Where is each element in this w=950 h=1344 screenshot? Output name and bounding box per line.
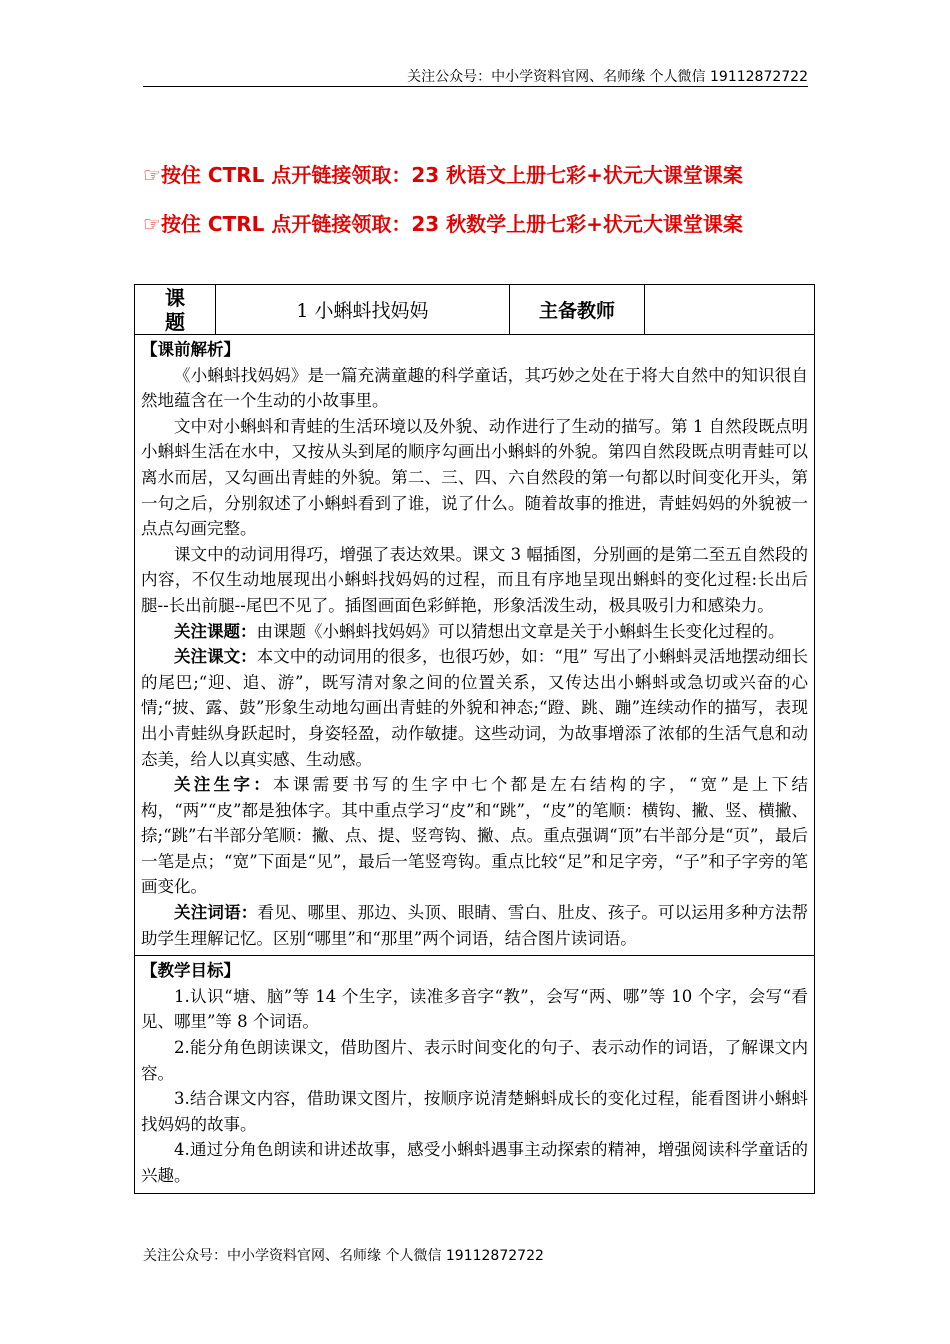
analysis-paragraph: 《小蝌蚪找妈妈》是一篇充满童趣的科学童话，其巧妙之处在于将大自然中的知识很自然地蕴含在一个生动的小故事里。 bbox=[141, 365, 808, 411]
focus-text-paragraph bbox=[141, 644, 808, 772]
focus-text: 本文中的动词用的很多，也很巧妙，如：“甩” 写出了小蝌蚪灵活地摆动细长的尾巴;“迎、追、游”，既写清对象之间的位置关系，又传达出小蝌蚪或急切或兴奋的心情;“披、露、鼓”形象生动地勾画出青蛙的外貌和神态;“蹬、跳、蹦”连续动作的描写，表现出小青蛙纵身跃起时，身姿轻盈，动作敏捷。这些动词，为故事增添了浓郁的生活气息和动态美，给人以真实感、生动感。 bbox=[141, 647, 808, 769]
analysis-paragraph: 文中对小蝌蚪和青蛙的生活环境以及外貌、动作进行了生动的描写。第 1 自然段既点明小蝌蚪生活在水中，又按从头到尾的顺序勾画出小蝌蚪的外貌。第四自然段既点明青蛙可以离水而居，又勾画出青蛙的外貌。第二、三、四、六自然段的第一句都以时间变化开头，第一句之后，分别叙述了小蝌蚪看到了谁，说了什么。随着故事的推进，青蛙妈妈的外貌被一点点勾画完整。 bbox=[141, 416, 808, 539]
promo-link-text: 按住 CTRL 点开链接领取：23 秋语文上册七彩+状元大课堂课案 bbox=[160, 163, 743, 187]
focus-label: 关注词语： bbox=[174, 903, 258, 923]
goal-item: 2.能分角色朗读课文，借助图片、表示时间变化的句子、表示动作的词语，了解课文内容。 bbox=[141, 1038, 808, 1083]
header-divider bbox=[143, 86, 808, 87]
goal-item: 3.结合课文内容，借助课文图片，按顺序说清楚蝌蚪成长的变化过程，能看图讲小蝌蚪找妈妈的故事。 bbox=[141, 1089, 808, 1134]
goals-row bbox=[135, 956, 815, 1193]
analysis-paragraph: 课文中的动词用得巧，增强了表达效果。课文 3 幅插图，分别画的是第二至五自然段的内容，不仅生动地展现出小蝌蚪找妈妈的过程，而且有序地呈现出蝌蚪的变化过程:长出后腿--长出前腿--尾巴不见了。插图画面色彩鲜艳，形象活泼生动，极具吸引力和感染力。 bbox=[141, 544, 808, 615]
goals-heading: 【教学目标】 bbox=[141, 961, 240, 981]
title-row bbox=[135, 285, 815, 335]
page-header: 关注公众号：中小学资料官网、名师缘 个人微信 19112872722 bbox=[407, 69, 808, 85]
page-footer: 关注公众号：中小学资料官网、名师缘 个人微信 19112872722 bbox=[143, 1248, 544, 1264]
focus-characters-paragraph bbox=[141, 772, 808, 900]
analysis-cell bbox=[135, 335, 815, 956]
title-label-char-1: 课 bbox=[165, 285, 185, 310]
title-label-cell bbox=[135, 285, 216, 335]
pointing-hand-icon: ☞ bbox=[143, 163, 161, 187]
analysis-heading: 【课前解析】 bbox=[141, 340, 240, 359]
focus-title-paragraph bbox=[141, 619, 808, 645]
promo-link-math[interactable] bbox=[143, 208, 743, 237]
focus-text: 看见、哪里、那边、头顶、眼睛、雪白、肚皮、孩子。可以运用多种方法帮助学生理解记忆。区别“哪里”和“那里”两个词语，结合图片读词语。 bbox=[141, 903, 809, 948]
focus-label: 关注课文： bbox=[174, 647, 257, 667]
promo-link-text: 按住 CTRL 点开链接领取：23 秋数学上册七彩+状元大课堂课案 bbox=[160, 212, 743, 236]
goal-item: 4.通过分角色朗读和讲述故事，感受小蝌蚪遇事主动探索的精神，增强阅读科学童话的兴趣。 bbox=[141, 1140, 808, 1185]
focus-text: 本课需要书写的生字中七个都是左右结构的字，“宽”是上下结构，“两”“皮”都是独体字。其中重点学习“皮”和“跳”，“皮”的笔顺：横钩、撇、竖、横撇、捺;“跳”右半部分笔顺：撇、点、提、竖弯钩、撇、点。重点强调“顶”右半部分是“页”，最后一笔是点；“宽”下面是“见”，最后一笔竖弯钩。重点比较“足”和足字旁，“子”和子字旁的笔画变化。 bbox=[141, 775, 809, 897]
goal-item: 1.认识“塘、脑”等 14 个生字，读准多音字“教”，会写“两、哪”等 10 个字，会写“看见、哪里”等 8 个词语。 bbox=[141, 986, 808, 1032]
focus-label: 关注课题： bbox=[174, 621, 257, 641]
focus-words-paragraph bbox=[141, 900, 808, 951]
goals-cell bbox=[135, 956, 815, 1193]
title-label-char-2: 题 bbox=[165, 309, 185, 334]
teacher-label: 主备教师 bbox=[510, 285, 645, 335]
lesson-plan-table bbox=[134, 284, 815, 1194]
focus-label: 关注生字： bbox=[174, 775, 274, 795]
lesson-name: 1 小蝌蚪找妈妈 bbox=[216, 285, 510, 335]
focus-text: 由课题《小蝌蚪找妈妈》可以猜想出文章是关于小蝌蚪生长变化过程的。 bbox=[256, 621, 785, 641]
analysis-row bbox=[135, 335, 815, 956]
teacher-value bbox=[645, 285, 815, 335]
pointing-hand-icon: ☞ bbox=[143, 212, 161, 236]
promo-link-chinese[interactable] bbox=[143, 159, 743, 188]
